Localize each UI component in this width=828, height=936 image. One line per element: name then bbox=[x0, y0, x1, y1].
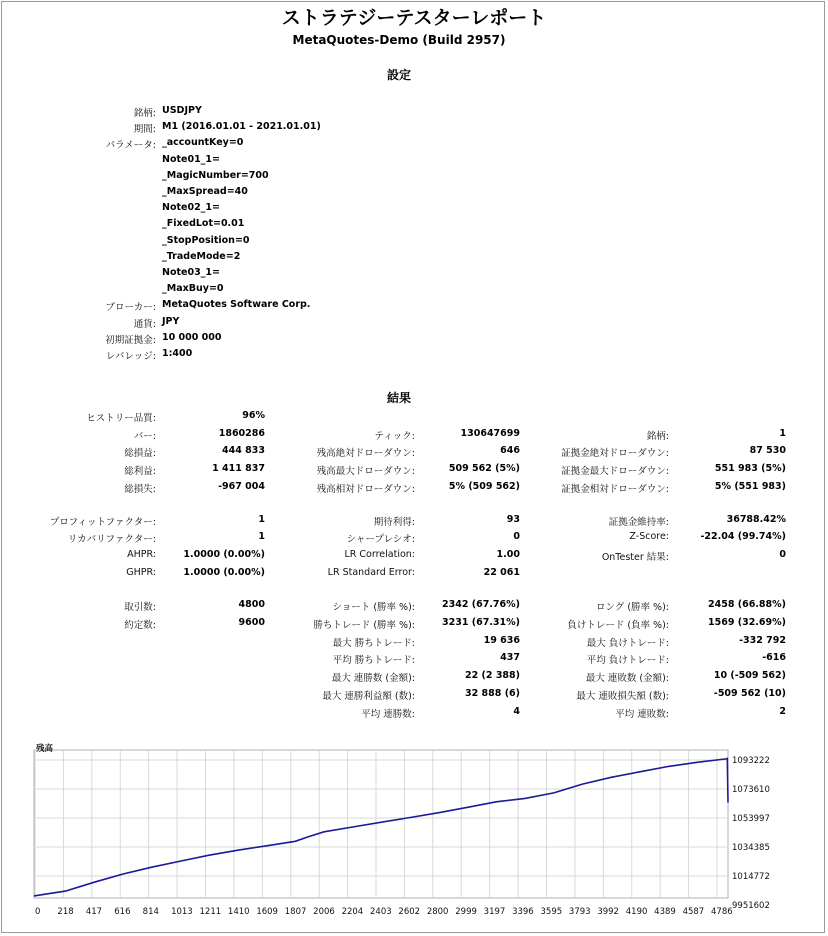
result-label: 総損益: bbox=[124, 448, 156, 460]
result-label: 総利益: bbox=[124, 466, 156, 478]
settings-value: JPY bbox=[162, 315, 180, 327]
x-tick-label: 4190 bbox=[625, 907, 648, 917]
settings-label: 期間: bbox=[133, 124, 156, 136]
result-label: 最大 勝ちトレード: bbox=[332, 637, 415, 649]
settings-header: 設定 bbox=[386, 68, 411, 82]
report-subtitle: MetaQuotes-Demo (Build 2957) bbox=[292, 33, 506, 47]
result-value: 93 bbox=[506, 513, 520, 525]
x-tick-label: 218 bbox=[57, 907, 74, 917]
report-title: ストラテジーテスターレポート bbox=[281, 7, 547, 29]
x-tick-label: 0 bbox=[35, 907, 41, 917]
result-value: 87 530 bbox=[749, 445, 786, 457]
settings-label: レバレッジ: bbox=[106, 351, 156, 362]
result-label: LR Standard Error: bbox=[327, 566, 415, 578]
settings-value: _MaxSpread=40 bbox=[162, 186, 248, 197]
result-label: AHPR: bbox=[127, 548, 156, 560]
result-label: 最大 連敗数 (金額): bbox=[585, 673, 669, 685]
settings-value: _MaxBuy=0 bbox=[162, 283, 224, 295]
result-label: LR Correlation: bbox=[344, 548, 415, 560]
result-value: 1.0000 (0.00%) bbox=[183, 566, 265, 578]
result-value: 36788.42% bbox=[726, 513, 786, 525]
result-label: 証拠金維持率: bbox=[608, 516, 669, 528]
result-label: 残高最大ドローダウン: bbox=[316, 466, 415, 478]
x-tick-label: 3197 bbox=[483, 907, 506, 917]
settings-value: _MagicNumber=700 bbox=[162, 169, 269, 181]
result-value: 1 bbox=[258, 513, 265, 525]
result-value: 2458 (66.88%) bbox=[708, 599, 786, 611]
result-value: -967 004 bbox=[218, 480, 265, 492]
result-value: 1860286 bbox=[218, 427, 265, 439]
x-tick-label: 1609 bbox=[256, 907, 278, 917]
x-tick-label: 4389 bbox=[654, 907, 676, 917]
settings-label: ブローカー: bbox=[105, 302, 156, 314]
result-value: 10 (-509 562) bbox=[713, 670, 786, 682]
y-tick-label: 1034385 bbox=[732, 843, 770, 853]
x-tick-label: 2006 bbox=[313, 907, 335, 917]
result-label: 証拠金相対ドローダウン: bbox=[561, 483, 669, 495]
x-tick-label: 616 bbox=[114, 907, 131, 917]
result-label: 約定数: bbox=[124, 620, 156, 631]
result-label: 平均 連勝数: bbox=[361, 708, 415, 720]
x-tick-label: 3793 bbox=[568, 907, 591, 917]
result-label: ヒストリー品質: bbox=[86, 413, 156, 424]
settings-value: 1:400 bbox=[162, 348, 193, 359]
settings-value: _accountKey=0 bbox=[162, 137, 244, 149]
result-value: 32 888 (6) bbox=[465, 687, 520, 699]
result-value: 22 (2 388) bbox=[465, 670, 520, 682]
result-value: 444 833 bbox=[222, 445, 265, 457]
result-value: 646 bbox=[500, 445, 520, 457]
result-value: 0 bbox=[779, 548, 786, 560]
result-value: 9600 bbox=[238, 617, 265, 628]
results-header: 結果 bbox=[386, 391, 411, 405]
x-tick-label: 2403 bbox=[370, 907, 392, 917]
result-value: 5% (551 983) bbox=[714, 480, 786, 492]
x-axis-ticks bbox=[35, 907, 733, 917]
x-tick-label: 814 bbox=[142, 907, 159, 917]
result-label: 平均 負けトレード: bbox=[586, 655, 669, 667]
x-tick-label: 3992 bbox=[597, 907, 619, 917]
result-label: Z-Score: bbox=[629, 531, 669, 543]
x-tick-label: 3595 bbox=[540, 907, 563, 917]
settings-value: _StopPosition=0 bbox=[162, 234, 250, 246]
result-value: 0 bbox=[513, 531, 520, 543]
result-value: 1.00 bbox=[496, 548, 520, 560]
result-label: ショート (勝率 %): bbox=[332, 602, 415, 614]
result-label: 期待利得: bbox=[373, 516, 415, 528]
result-value: 3231 (67.31%) bbox=[442, 617, 520, 628]
result-label: プロフィットファクター: bbox=[49, 516, 156, 528]
x-tick-label: 1211 bbox=[199, 907, 222, 917]
settings-label: パラメータ: bbox=[105, 140, 156, 152]
x-tick-label: 2204 bbox=[341, 907, 364, 917]
y-tick-label: 1073610 bbox=[732, 785, 770, 795]
result-label: 残高絶対ドローダウン: bbox=[316, 448, 415, 460]
x-tick-label: 1410 bbox=[227, 907, 250, 917]
result-value: 96% bbox=[242, 410, 265, 421]
settings-label: 銘柄: bbox=[133, 108, 156, 119]
result-label: 証拠金絶対ドローダウン: bbox=[561, 448, 669, 460]
result-value: 1569 (32.69%) bbox=[708, 617, 786, 628]
result-label: OnTester 結果: bbox=[601, 551, 669, 563]
y-axis-ticks bbox=[732, 756, 770, 911]
result-label: 最大 連勝利益額 (数): bbox=[322, 690, 415, 702]
result-value: 4 bbox=[513, 705, 520, 717]
y-tick-label: 1014772 bbox=[732, 872, 770, 882]
result-value: 130647699 bbox=[460, 427, 520, 439]
y-tick-label: 9951602 bbox=[732, 901, 770, 911]
result-value: -332 792 bbox=[739, 634, 786, 646]
x-tick-label: 2999 bbox=[455, 907, 477, 917]
balance-chart bbox=[30, 740, 828, 936]
result-label: 負けトレード (負率 %): bbox=[567, 620, 669, 631]
result-label: 平均 連敗数: bbox=[615, 708, 669, 720]
result-label: 取引数: bbox=[124, 602, 156, 614]
result-value: 2 bbox=[779, 705, 786, 717]
result-value: 1.0000 (0.00%) bbox=[183, 548, 265, 560]
settings-value: _FixedLot=0.01 bbox=[162, 218, 245, 230]
result-value: 1 411 837 bbox=[212, 463, 265, 475]
result-label: 証拠金最大ドローダウン: bbox=[561, 466, 669, 478]
x-tick-label: 417 bbox=[85, 907, 103, 917]
settings-label: 初期証拠金: bbox=[105, 334, 156, 346]
result-label: 最大 連勝数 (金額): bbox=[331, 673, 415, 685]
result-value: 2342 (67.76%) bbox=[442, 599, 520, 611]
result-value: 5% (509 562) bbox=[448, 480, 520, 492]
settings-value: 10 000 000 bbox=[162, 331, 222, 343]
result-label: ティック: bbox=[374, 430, 415, 442]
result-value: 509 562 (5%) bbox=[448, 463, 520, 475]
result-label: ロング (勝率 %): bbox=[596, 602, 669, 614]
result-value: 22 061 bbox=[483, 566, 520, 578]
settings-value: USDJPY bbox=[162, 105, 202, 116]
x-tick-label: 2800 bbox=[426, 907, 449, 917]
settings-value: MetaQuotes Software Corp. bbox=[162, 299, 311, 311]
result-value: 19 636 bbox=[483, 634, 520, 646]
y-tick-label: 1093222 bbox=[732, 756, 770, 766]
x-tick-label: 4786 bbox=[711, 907, 733, 917]
x-tick-label: 3396 bbox=[512, 907, 534, 917]
result-value: -616 bbox=[762, 652, 786, 664]
settings-value: Note01_1= bbox=[162, 153, 221, 165]
result-value: 1 bbox=[258, 531, 265, 543]
result-label: 最大 連敗損失額 (数): bbox=[576, 690, 669, 702]
result-value: 4800 bbox=[238, 599, 265, 611]
result-value: 437 bbox=[500, 652, 520, 664]
result-value: -509 562 (10) bbox=[713, 687, 786, 699]
x-tick-label: 4587 bbox=[682, 907, 705, 917]
result-label: 総損失: bbox=[124, 483, 156, 495]
result-label: シャープレシオ: bbox=[346, 534, 415, 546]
result-value: 551 983 (5%) bbox=[714, 463, 786, 475]
result-label: 残高相対ドローダウン: bbox=[316, 483, 415, 495]
settings-value: _TradeMode=2 bbox=[162, 250, 241, 262]
settings-value: Note02_1= bbox=[162, 202, 221, 214]
result-value: 1 bbox=[779, 427, 786, 439]
settings-label: 通貨: bbox=[133, 318, 156, 330]
result-label: バー: bbox=[133, 430, 156, 442]
result-label: リカバリファクター: bbox=[67, 534, 156, 546]
result-label: 平均 勝ちトレード: bbox=[332, 655, 415, 667]
x-tick-label: 1807 bbox=[284, 907, 307, 917]
result-value: -22.04 (99.74%) bbox=[700, 531, 786, 543]
chart-title: 残高 bbox=[36, 744, 54, 754]
result-label: GHPR: bbox=[126, 566, 156, 578]
settings-value: M1 (2016.01.01 - 2021.01.01) bbox=[162, 121, 321, 133]
y-tick-label: 1053997 bbox=[732, 814, 770, 824]
x-tick-label: 2602 bbox=[398, 907, 421, 917]
settings-value: Note03_1= bbox=[162, 267, 221, 278]
result-label: 勝ちトレード (勝率 %): bbox=[313, 620, 415, 631]
result-label: 最大 負けトレード: bbox=[586, 637, 669, 649]
x-tick-label: 1013 bbox=[171, 907, 193, 917]
result-label: 銘柄: bbox=[646, 430, 669, 442]
